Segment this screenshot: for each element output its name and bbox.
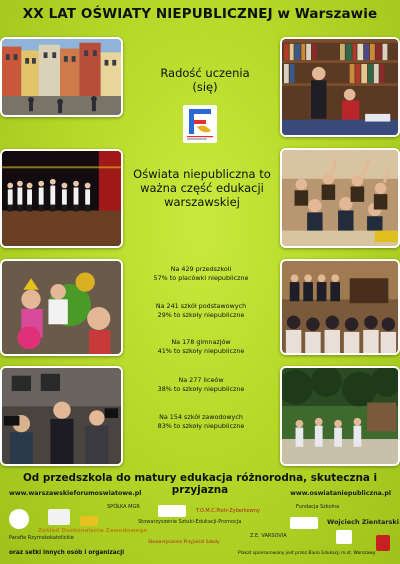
old-town-image — [2, 39, 121, 115]
stat-line: Na 154 szkół zawodowych — [159, 413, 243, 421]
stat-line: 41% to szkoły niepubliczne — [157, 346, 245, 355]
photo-press — [0, 366, 123, 466]
sponsor-wojciech: Wojciech Zientarski — [327, 518, 399, 526]
stat-line: 83% to szkoły niepubliczne — [157, 421, 245, 430]
costumes-image — [2, 261, 121, 354]
sponsor-logo-sto — [158, 505, 186, 517]
press-image — [2, 368, 121, 464]
outdoor-image — [282, 368, 398, 464]
forum-logo-icon — [183, 105, 217, 143]
stat-kindergartens — [126, 265, 276, 282]
stat-line: Na 429 przedszkoli — [170, 265, 232, 273]
classroom-image — [282, 150, 398, 246]
sponsor-logo-red — [290, 517, 318, 529]
stat-line: 38% to szkoły niepubliczne — [157, 384, 245, 393]
headline-private-education: Oświata niepubliczna to ważna część edukacji warszawskiej — [133, 167, 271, 209]
stat-line: 57% to placówki niepubliczne — [153, 273, 249, 282]
url-forum[interactable]: www.warszawskieforumoswiatowe.pl — [9, 490, 142, 497]
footer-note: oraz setki innych osób i organizacji — [9, 550, 125, 556]
photo-costumes — [0, 259, 123, 356]
sponsor-logo-yellow — [80, 516, 98, 526]
sponsor-fundacja: Fundacja Szkolna — [296, 504, 340, 510]
photo-classroom — [280, 148, 400, 248]
motto: Od przedszkola do matury edukacja różnorodna, skuteczna i przyjazna — [22, 472, 378, 496]
sponsor-parafie: Parafie Rzymskokatolickie — [9, 535, 74, 541]
stat-vocational-schools — [126, 413, 276, 430]
footer-sponsor-note: Plakat sponsorowany jest przez Biuro Edukacji m.st. Warszawy — [238, 551, 376, 556]
stat-line: 29% to szkoły niepubliczne — [157, 310, 245, 319]
stage-image — [2, 151, 121, 246]
headline-joy-of-learning: Radość uczenia (się) — [160, 66, 250, 94]
forum-logo — [183, 105, 217, 143]
stat-line: Na 277 liceów — [178, 376, 224, 384]
stat-line: Na 178 gimnazjów — [171, 338, 231, 346]
assembly-hall-image — [282, 261, 398, 353]
photo-stage — [0, 149, 123, 248]
stat-high-schools — [126, 376, 276, 393]
sponsor-tom: T.O.M.C.Piotr-Zyberkowny — [196, 508, 260, 514]
stat-line: Na 241 szkół podstawowych — [155, 302, 247, 310]
sponsor-zaklad: Zakład Doskonalenia Zawodowego — [38, 528, 148, 534]
photo-library — [280, 37, 400, 137]
sponsor-logo-circle — [9, 509, 29, 529]
warsaw-crest-icon — [376, 535, 390, 551]
stat-middle-schools — [126, 338, 276, 355]
sponsor-spolka: SPÓŁKA MGR — [107, 504, 140, 510]
stat-primary-schools — [126, 302, 276, 319]
sponsor-logo-box — [48, 509, 70, 525]
sponsor-varsovia: Z.E. VARSOVIA — [250, 533, 287, 539]
sponsor-stowarzyszenie-2: Stowarzyszenie Przyjaciół Szkoły — [148, 540, 220, 545]
poster-title: XX LAT OŚWIATY NIEPUBLICZNEJ w Warszawie — [22, 6, 378, 22]
photo-outdoor — [280, 366, 400, 466]
sponsor-logo-small — [336, 530, 352, 544]
url-oswiata[interactable]: www.oswiataniepubliczna.pl — [290, 490, 391, 497]
sponsor-stowarzyszenie: Stowarzyszenie Sztuki-Edukacji-Promocja — [138, 519, 242, 525]
photo-old-town — [0, 37, 123, 117]
photo-assembly-hall — [280, 259, 400, 355]
library-image — [282, 39, 398, 135]
